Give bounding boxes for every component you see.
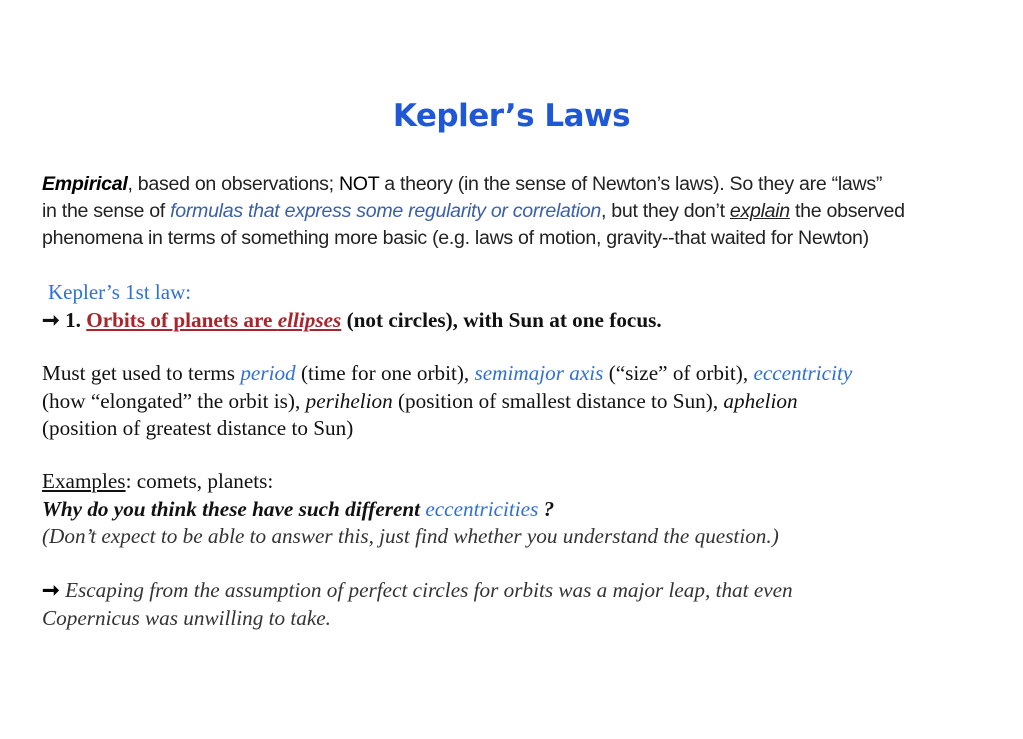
not-emphasis: NOT [338,173,380,195]
term-period: period [240,361,296,385]
explain-term: explain [729,200,790,222]
law1-heading [48,280,1008,305]
intro-text: in the sense of [42,200,171,222]
terms-text: (“size” of orbit), [603,361,754,385]
term-semimajor-axis: semimajor axis [474,361,604,385]
question-text: Why do you think these have such different [42,496,426,521]
terms-line-2 [42,388,1002,416]
arrow-icon: ➞ [42,308,60,332]
law1-rest: (not circles), with Sun at one focus. [341,308,662,332]
terms-text: (time for one orbit), [295,361,475,385]
terms-line-1 [42,360,1002,388]
closing-line-2: Copernicus was unwilling to take. [42,605,331,630]
law1-statement [42,307,1002,335]
closing-paragraph [42,577,1002,632]
law1-number: 1. [59,308,87,332]
closing-line-1 [42,577,1002,605]
intro-line-3: phenomena in terms of something more basic (e.g. laws of motion, gravity--that waited for Newton) [42,227,869,249]
intro-paragraph [42,171,1002,252]
law1-heading-text: Kepler’s 1st law: [48,280,192,304]
examples-paragraph [42,468,1002,551]
terms-text: (position of smallest distance to Sun), [392,388,724,413]
term-aphelion: aphelion [723,388,798,413]
intro-text: , based on observations; [127,173,339,195]
arrow-icon: ➞ [42,578,60,602]
examples-note: (Don’t expect to be able to answer this, just find whether you understand the question.) [42,524,779,548]
examples-text: : comets, planets: [125,469,274,493]
closing-text: Escaping from the assumption of perfect circles for orbits was a major leap, that even [59,578,793,602]
terms-line-3: (position of greatest distance to Sun) [42,416,354,440]
intro-line-1 [42,171,1002,198]
terms-paragraph [42,360,1002,443]
intro-text: the observed [789,200,905,222]
law1-ellipses: ellipses [277,308,342,332]
intro-text: a theory (in the sense of Newton’s laws). So they are “laws” [379,173,883,195]
formulas-phrase: formulas that express some regularity or correlation [170,200,601,222]
intro-line-2 [42,198,1002,225]
examples-question [42,496,1002,524]
examples-line-1 [42,468,1002,496]
intro-text: , but they don’t [600,200,730,222]
question-mark: ? [538,496,555,521]
law1-orbits: Orbits of planets are [86,308,278,332]
terms-text: Must get used to terms [42,361,241,385]
page-title: Kepler’s Laws [392,98,631,134]
empirical-term: Empirical [42,173,128,195]
terms-text: (how “elongated” the orbit is), [42,388,306,413]
eccentricities-term: eccentricities [425,496,539,521]
term-eccentricity: eccentricity [753,361,853,385]
examples-label: Examples [42,469,126,493]
term-perihelion: perihelion [305,388,393,413]
